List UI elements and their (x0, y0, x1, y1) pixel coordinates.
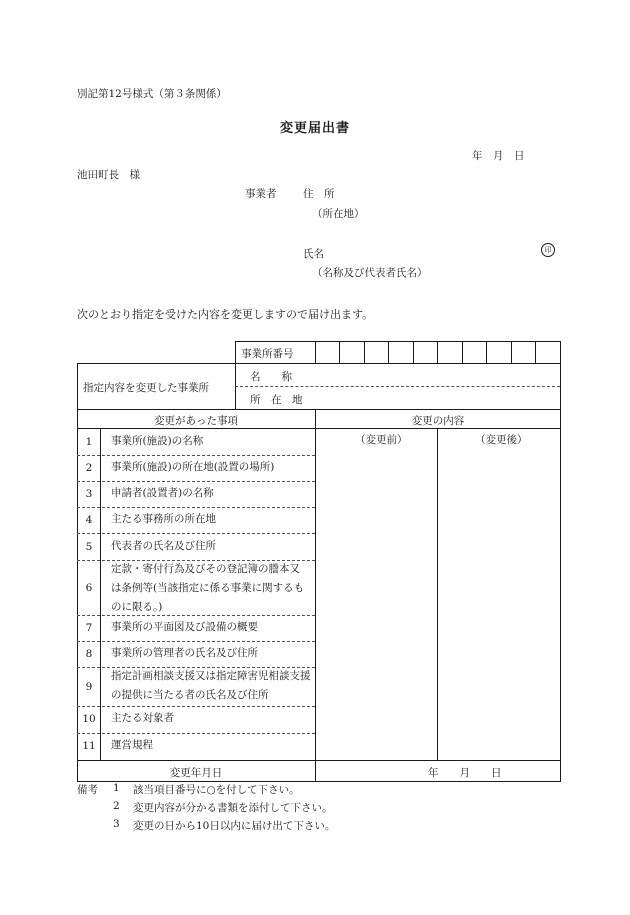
office-number-box (364, 341, 365, 364)
location-label: （所在地） (312, 208, 365, 220)
table-border (100, 428, 101, 761)
note-number: 3 (113, 818, 120, 830)
office-number-box (388, 341, 389, 364)
office-number-box (511, 341, 512, 364)
item-text: 申請者(設置者)の名称 (111, 487, 214, 499)
note-text: 変更の日から10日以内に届け出て下さい。 (133, 820, 336, 832)
remarks-label: 備考 (77, 784, 98, 796)
dashed-divider (77, 533, 315, 534)
item-text: 代表者の氏名及び住所 (111, 540, 216, 552)
item-text: 事業所(施設)の名称 (111, 435, 204, 447)
item-number: 4 (85, 514, 93, 526)
form-title: 変更届出書 (279, 121, 350, 136)
office-location-label: 所 在 地 (250, 394, 303, 406)
item-number: 3 (85, 488, 93, 500)
office-number-box (462, 341, 463, 364)
table-border (315, 409, 316, 782)
item-text: 主たる事務所の所在地 (111, 513, 216, 525)
note-number: 1 (113, 782, 120, 794)
form-number: 別記第12号様式（第３条関係） (77, 88, 227, 100)
seal-icon: 印 (541, 243, 555, 257)
table-border (437, 428, 438, 761)
item-number: 5 (85, 541, 93, 553)
table-border (77, 409, 561, 410)
changed-items-header: 変更があった事項 (154, 415, 238, 427)
item-number: 2 (85, 462, 93, 474)
intro-text: 次のとおり指定を受けた内容を変更しますので届け出ます。 (77, 308, 374, 321)
item-number: 1 (85, 436, 93, 448)
dashed-divider (235, 386, 560, 387)
item-number: 7 (85, 622, 93, 634)
office-name-label: 名 称 (250, 371, 292, 383)
after-label: （変更後） (475, 434, 528, 446)
table-border (315, 341, 316, 364)
item-text: 事業所(施設)の所在地(設置の場所) (111, 461, 275, 473)
office-number-box (339, 341, 340, 364)
office-section-label: 指定内容を変更した事業所 (83, 382, 209, 394)
corp-name-label: （名称及び代表者氏名） (312, 267, 428, 279)
table-border (235, 341, 561, 342)
before-label: （変更前） (355, 434, 408, 446)
change-date-value: 年 月 日 (428, 767, 502, 779)
change-date-label: 変更年月日 (169, 767, 223, 779)
change-content-header: 変更の内容 (411, 415, 465, 427)
office-number-label: 事業所番号 (241, 348, 294, 360)
item-number: 10 (82, 713, 96, 725)
table-border (235, 341, 236, 409)
item-text: 主たる対象者 (111, 712, 174, 724)
dashed-divider (77, 507, 315, 508)
dashed-divider (77, 455, 315, 456)
item-text: 定款・寄付行為及びその登記簿の謄本又は条例等(当該指定に係る事業に関するものに限る。) (111, 563, 305, 613)
dashed-divider (77, 641, 315, 642)
item-text: 事業所の管理者の氏名及び住所 (111, 647, 258, 659)
dashed-divider (77, 733, 315, 734)
item-text: 事業所の平面図及び設備の概要 (111, 621, 258, 633)
table-border (77, 428, 561, 429)
addressee: 池田町長 様 (77, 169, 140, 181)
item-number: 9 (85, 681, 93, 693)
item-number: 8 (85, 648, 93, 660)
item-number: 11 (82, 740, 96, 752)
table-border (560, 341, 561, 782)
dashed-divider (77, 706, 315, 707)
office-number-box (486, 341, 487, 364)
table-border (77, 760, 561, 761)
office-number-box (535, 341, 536, 364)
note-number: 2 (113, 800, 120, 812)
note-text: 該当項目番号に○を付して下さい。 (133, 784, 300, 796)
dashed-divider (77, 481, 315, 482)
office-number-box (437, 341, 438, 364)
item-text: 指定計画相談支援又は指定障害児相談支援の提供に当たる者の氏名及び住所 (111, 670, 311, 701)
applicant-label: 事業者 (245, 188, 277, 200)
item-text: 運営規程 (111, 739, 153, 751)
address-label: 住 所 (303, 188, 335, 200)
note-text: 変更内容が分かる書類を添付して下さい。 (133, 802, 333, 814)
table-border (77, 363, 561, 364)
office-number-box (413, 341, 414, 364)
submission-date: 年 月 日 (472, 150, 525, 162)
name-label: 氏名 (303, 248, 324, 260)
item-number: 6 (85, 582, 93, 594)
